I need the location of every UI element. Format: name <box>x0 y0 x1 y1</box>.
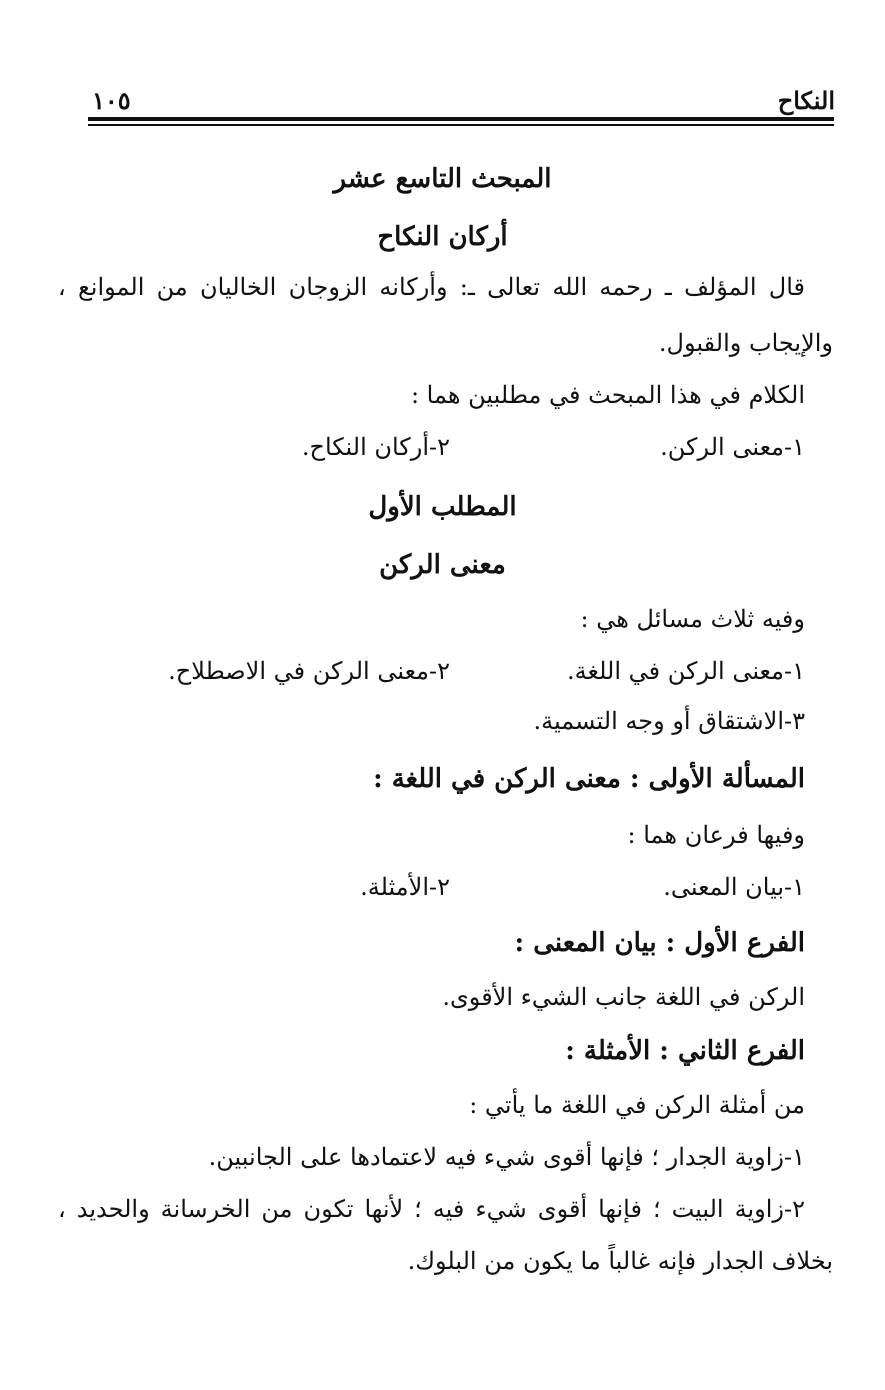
branches-list <box>80 870 805 904</box>
example-item-2-line-1: ٢-زاوية البيت ؛ فإنها أقوى شيء فيه ؛ لأنها تكون من الخرسانة والحديد ، <box>58 1195 805 1223</box>
intro-line-2: والإيجاب والقبول. <box>658 329 833 357</box>
subsection-title: معنى الركن <box>379 550 506 580</box>
topic-item-2: ٢-أركان النكاح. <box>301 433 450 461</box>
example-item-2-line-2: بخلاف الجدار فإنه غالباً ما يكون من البلوك. <box>407 1247 833 1275</box>
header-rule-thick <box>88 117 834 121</box>
issues-list <box>80 654 805 688</box>
subsection-heading: المطلب الأول <box>368 492 517 522</box>
branch-item-2: ٢-الأمثلة. <box>360 873 450 901</box>
issue-item-1: ١-معنى الركن في اللغة. <box>567 657 805 685</box>
branch2-heading: الفرع الثاني : الأمثلة : <box>565 1036 805 1066</box>
header-rule-thin <box>88 124 834 126</box>
page-number: ١٠٥ <box>92 86 131 115</box>
section-title: أركان النكاح <box>377 222 508 252</box>
issue1-heading: المسألة الأولى : معنى الركن في اللغة : <box>373 764 805 794</box>
issue-item-2: ٢-معنى الركن في الاصطلاح. <box>168 657 450 685</box>
branch1-text: الركن في اللغة جانب الشيء الأقوى. <box>442 983 805 1011</box>
intro-line-1: قال المؤلف ـ رحمه الله تعالى ـ: وأركانه الزوجان الخاليان من الموانع ، <box>58 273 805 301</box>
topics-intro: الكلام في هذا المبحث في مطلبين هما : <box>410 381 805 409</box>
running-header-title: النكاح <box>777 86 835 115</box>
examples-intro: من أمثلة الركن في اللغة ما يأتي : <box>469 1091 805 1119</box>
branch-item-1: ١-بيان المعنى. <box>663 873 805 901</box>
issues-intro: وفيه ثلاث مسائل هي : <box>580 605 805 633</box>
topic-item-1: ١-معنى الركن. <box>660 433 805 461</box>
branch1-heading: الفرع الأول : بيان المعنى : <box>514 928 805 958</box>
example-item-1: ١-زاوية الجدار ؛ فإنها أقوى شيء فيه لاعتمادها على الجانبين. <box>208 1143 805 1171</box>
branches-intro: وفيها فرعان هما : <box>627 821 805 849</box>
topics-list <box>80 430 805 464</box>
section-heading: المبحث التاسع عشر <box>333 164 552 194</box>
issue-item-3: ٣-الاشتقاق أو وجه التسمية. <box>533 707 805 735</box>
